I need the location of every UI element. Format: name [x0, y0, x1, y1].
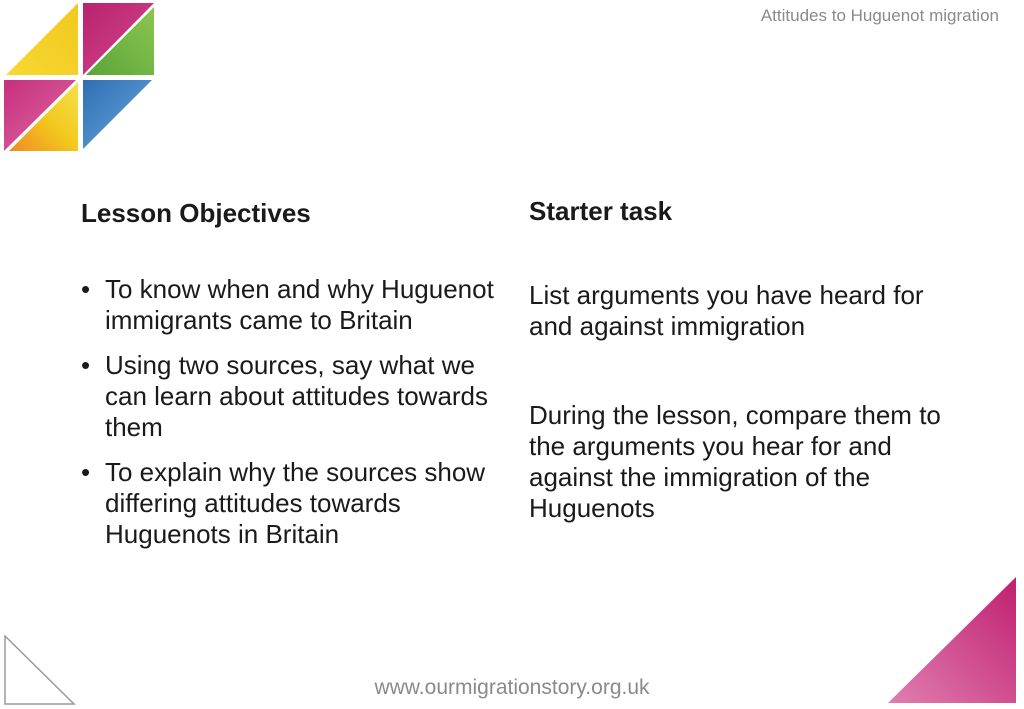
objective-text: To know when and why Huguenot immigrants came to Britain [105, 274, 494, 335]
lesson-objectives-heading: Lesson Objectives [81, 198, 311, 228]
bullet-icon: • [81, 350, 91, 380]
starter-task-text: During the lesson, compare them to the arguments you hear for and against the immigration of the Huguenots [529, 400, 941, 523]
objectives-list [81, 274, 501, 550]
starter-task-heading: Starter task [529, 196, 673, 226]
list-item [81, 350, 501, 443]
list-item [81, 457, 501, 550]
lesson-objectives-section [81, 196, 501, 564]
bullet-icon: • [81, 274, 91, 304]
logo-blue-triangle [83, 80, 152, 149]
slide-title: Attitudes to Huguenot migration [760, 6, 999, 25]
objective-text: Using two sources, say what we can learn about attitudes towards them [105, 350, 489, 442]
bullet-icon: • [81, 457, 91, 487]
objective-text: To explain why the sources show differing attitudes towards Huguenots in Britain [105, 457, 486, 549]
list-item [81, 274, 501, 336]
footer-url: www.ourmigrationstory.org.uk [374, 676, 650, 699]
starter-task-text: List arguments you have heard for and against immigration [529, 280, 924, 341]
starter-task-section [529, 194, 959, 524]
migration-logo-icon [4, 3, 156, 153]
logo-yellow-triangle-top [6, 3, 78, 75]
